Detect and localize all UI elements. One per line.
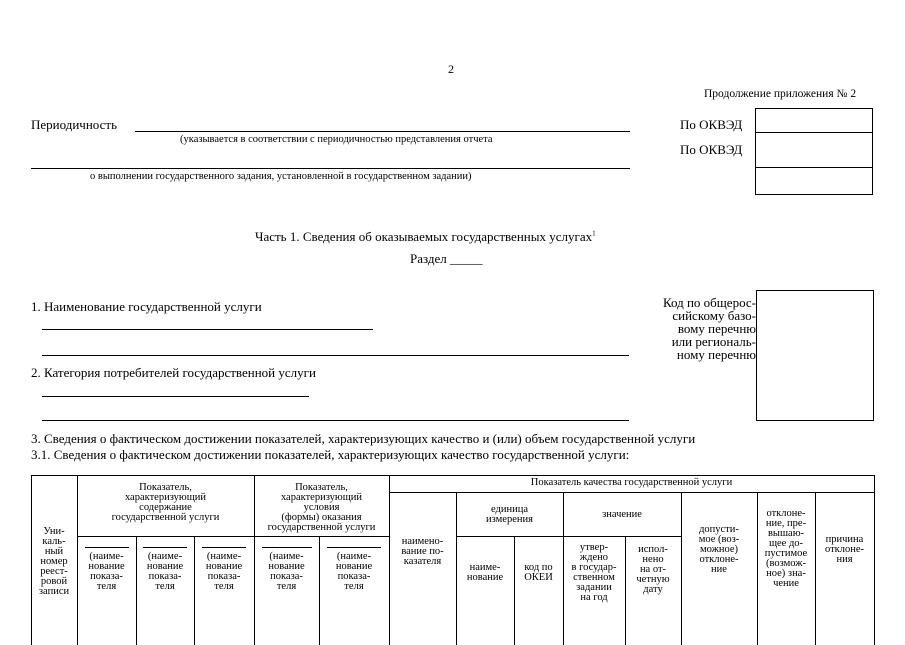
hdr-line: показа- (270, 571, 303, 582)
hdr-line: отклоне- (699, 554, 739, 565)
code-box-line: ному перечню (676, 347, 756, 362)
approved-cell (563, 543, 625, 603)
hdr-line: четную (636, 574, 670, 585)
hdr-line: нено (642, 554, 664, 565)
hdr-line: нование (335, 561, 373, 572)
hdr-line: отклоне- (766, 508, 806, 519)
periodicity-line (135, 131, 630, 132)
quality-table (31, 475, 874, 645)
content-header (77, 483, 254, 523)
sub-name-cell (319, 547, 389, 592)
sub-name-cell (194, 547, 254, 592)
hdr-line: характеризующий (280, 492, 363, 503)
hdr-line: задании (576, 582, 612, 593)
hdr-line: нование (466, 572, 504, 583)
indicator-name-header (389, 537, 456, 567)
hdr-line: вышаю- (767, 528, 805, 539)
hdr-line: допусти- (699, 524, 739, 535)
item2-line-1 (42, 396, 309, 397)
unit-name-cell (456, 563, 514, 583)
hdr-line: в государ- (571, 562, 617, 573)
okved-divider-2 (755, 167, 873, 168)
okved-label-2: По ОКВЭД (680, 142, 743, 157)
hdr-line: показа- (90, 571, 123, 582)
item1-line-1 (42, 329, 373, 330)
hdr-line: показа- (337, 571, 371, 582)
okved-label-1: По ОКВЭД (680, 117, 743, 132)
row-sep (389, 492, 874, 493)
hdr-line: отклоне- (824, 544, 865, 555)
col-sep (514, 536, 515, 645)
hdr-line: нование (88, 561, 125, 572)
hdr-line: (наиме- (336, 551, 372, 562)
hdr-line: номер (40, 556, 68, 567)
hdr-line: теля (96, 581, 117, 592)
hdr-line: нование (146, 561, 184, 572)
section-label: Раздел _____ (410, 251, 483, 266)
code-box-line: или региональ- (671, 334, 756, 349)
hdr-line: теля (276, 581, 297, 592)
quality-header: Показатель качества государственной услуги (530, 477, 733, 488)
hdr-line: можное) (699, 544, 739, 555)
page-number: 2 (448, 62, 454, 76)
hdr-line: каль- (42, 536, 66, 547)
executed-cell (625, 545, 681, 595)
hdr-line: на год (580, 592, 608, 603)
hdr-line: Показатель, (139, 482, 192, 493)
hdr-line: Уни- (43, 526, 65, 537)
code-box-label (640, 296, 756, 361)
hdr-line: казателя (403, 556, 442, 567)
unit-header (456, 505, 563, 525)
hdr-line: содержание (139, 502, 192, 513)
blank-line (143, 547, 187, 548)
hdr-line: ние (711, 564, 727, 575)
item31-label: 3.1. Сведения о фактическом достижении показателей, характеризующих качество государственной услуги: (31, 447, 630, 462)
col-sep (815, 492, 816, 645)
exceeding-header (757, 509, 815, 589)
hdr-line: чение (773, 578, 799, 589)
code-box-line: вому перечню (677, 321, 756, 336)
hdr-line: ОКЕИ (524, 572, 553, 583)
appendix-note: Продолжение приложения № 2 (704, 88, 857, 100)
blank-line (327, 547, 381, 548)
row-sep (77, 536, 389, 537)
item3-label: 3. Сведения о фактическом достижении показателей, характеризующих качество и (или) объем государственной услуги (31, 431, 696, 446)
part-title (255, 229, 596, 245)
table-top (31, 475, 874, 476)
sub-name-cell (77, 547, 136, 592)
blank-line (202, 547, 246, 548)
hdr-line: нование (205, 561, 243, 572)
hdr-line: показа- (207, 571, 241, 582)
hdr-line: измерения (486, 514, 533, 525)
hdr-line: ственном (573, 572, 615, 583)
hdr-line: ния (836, 554, 853, 565)
code-box-line: Код по общерос- (662, 295, 756, 310)
hdr-line: наимено- (401, 536, 444, 547)
reason-header (815, 535, 874, 565)
hdr-line: (наиме- (269, 551, 304, 562)
part-title-text: Часть 1. Сведения об оказываемых государственных услугах (255, 229, 593, 244)
hdr-line: на от- (639, 564, 667, 575)
blank-line (85, 547, 129, 548)
hdr-line: наиме- (469, 562, 501, 573)
hdr-line: код по (524, 562, 553, 573)
okved-code-box (755, 108, 873, 195)
value-header: значение (602, 509, 642, 520)
hdr-line: нование (268, 561, 305, 572)
hdr-line: (наиме- (147, 551, 183, 562)
periodicity-hint-2: о выполнении государственного задания, установленной в государственном задании) (90, 171, 472, 182)
periodicity-line-2 (31, 168, 630, 169)
hdr-line: причина (825, 534, 864, 545)
hdr-line: дату (643, 584, 663, 595)
hdr-line: государственной услуги (267, 522, 376, 533)
hdr-line: ный (44, 546, 64, 557)
hdr-line: (возмож- (765, 558, 807, 569)
blank-line (262, 547, 312, 548)
hdr-line: реест- (40, 566, 68, 577)
hdr-line: государственной услуги (111, 512, 220, 523)
hdr-line: пустимое (764, 548, 808, 559)
item1-label: 1. Наименование государственной услуги (31, 299, 262, 314)
sub-name-cell (254, 547, 319, 592)
hdr-line: (формы) оказания (281, 512, 362, 523)
conditions-header (254, 483, 389, 533)
okei-cell (514, 563, 563, 583)
hdr-line: ное) зна- (766, 568, 806, 579)
okved-divider-1 (755, 132, 873, 133)
sub-name-cell (136, 547, 194, 592)
part-title-footnote: 1 (592, 229, 596, 238)
hdr-line: ние, пре- (765, 518, 807, 529)
row-sep (456, 536, 681, 537)
hdr-line: мое (воз- (698, 534, 740, 545)
allowable-header (681, 525, 757, 575)
unique-number-header (31, 527, 77, 597)
periodicity-hint-1: (указывается в соответствии с периодичностью представления отчета (180, 134, 493, 145)
hdr-line: ровой (40, 576, 68, 587)
hdr-line: (наиме- (89, 551, 124, 562)
hdr-line: условия (303, 502, 340, 513)
hdr-line: теля (214, 581, 234, 592)
hdr-line: (наиме- (206, 551, 242, 562)
code-box-line: сийскому базо- (672, 308, 756, 323)
code-box (756, 290, 874, 421)
periodicity-label: Периодичность (31, 117, 118, 132)
item1-line-2 (42, 355, 629, 356)
hdr-line: единица (490, 504, 528, 515)
item2-line-2 (42, 420, 629, 421)
hdr-line: ждено (579, 552, 609, 563)
hdr-line: теля (155, 581, 175, 592)
hdr-line: Показатель, (295, 482, 348, 493)
hdr-line: испол- (638, 544, 668, 555)
hdr-line: утвер- (579, 542, 609, 553)
hdr-line: щее до- (768, 538, 804, 549)
hdr-line: теля (344, 581, 364, 592)
item2-label: 2. Категория потребителей государственной услуги (31, 365, 316, 380)
hdr-line: характеризующий (124, 492, 207, 503)
hdr-line: показа- (148, 571, 182, 582)
hdr-line: записи (38, 586, 70, 597)
table-right (874, 475, 875, 645)
hdr-line: вание по- (401, 546, 444, 557)
